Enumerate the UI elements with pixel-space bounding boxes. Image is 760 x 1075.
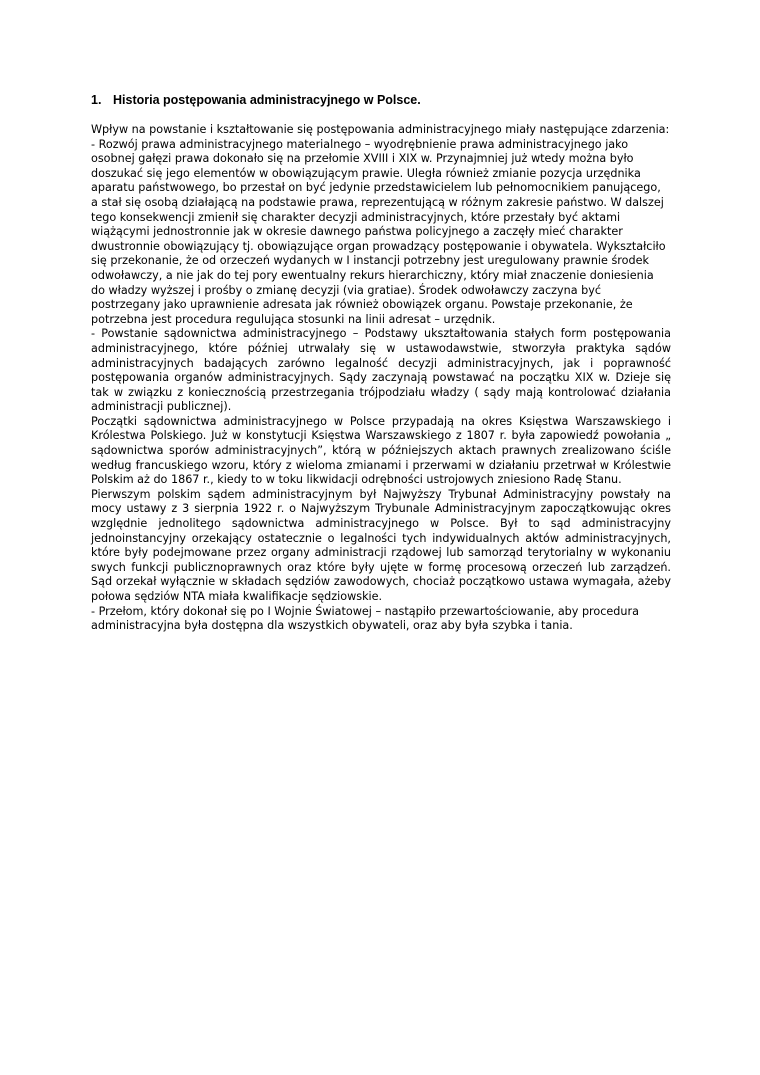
paragraph-court-origins: Początki sądownictwa administracyjnego w Polsce przypadają na okres Księstwa Warszawskiego i Królestwa Polskiego. Już w konstytucji Księstwa Warszawskiego z 1807 r. była zapowiedź powołania „ sądownictwa sporów administracyjnych”, którą w późniejszych aktach prawnych zrealizowano ściśle według francuskiego wzoru, który z wieloma zmianami i przerwami w działaniu przetrwał w Królestwie Polskim aż do 1867 r., kiedy to w toku likwidacji odrębności ustrojowych zniesiono Radę Stanu.: [91, 414, 671, 487]
section-heading: [91, 92, 671, 108]
section-number: 1.: [91, 93, 102, 107]
section-title: Historia postępowania administracyjnego w Polsce.: [113, 93, 421, 107]
paragraph-post-war: - Przełom, który dokonał się po I Wojnie Światowej – nastąpiło przewartościowanie, aby procedura administracyjna była dostępna dla wszystkich obywateli, oraz aby była szybka i tania.: [91, 604, 639, 633]
paragraph-nta: Pierwszym polskim sądem administracyjnym był Najwyższy Trybunał Administracyjny powstały na mocy ustawy z 3 sierpnia 1922 r. o Najwyższym Trybunale Administracyjnym zapoczątkowując okres względnie jednolitego sądownictwa administracyjnego w Polsce. Był to sąd administracyjny jednoinstancyjny orzekający ostatecznie o legalności tych indywidualnych aktów administracyjnych, które były podejmowane przez organy administracji rządowej lub samorząd terytorialny w wykonaniu swych funkcji publicznoprawnych oraz które były ujęte w formę procesową orzeczeń lub zarządzeń. Sąd orzekał wyłącznie w składach sędziów zawodowych, chociaż początkowo ustawa wymagała, ażeby połowa sędziów NTA miała kwalifikacje sędziowskie.: [91, 487, 671, 603]
paragraph-administrative-courts: - Powstanie sądownictwa administracyjnego – Podstawy ukształtowania stałych form postępowania administracyjnego, które później utrwalały się w ustawodawstwie, stworzyła praktyka sądów administracyjnych badających zarówno legalność decyzji administracyjnych, jak i poprawność postępowania organów administracyjnych. Sądy zaczynają powstawać na początku XIX w. Dzieje się tak w związku z koniecznością przestrzegania trójpodziału władzy ( sądy mają kontrolować działania administracji publicznej).: [91, 327, 671, 414]
document-page: [91, 92, 671, 634]
paragraph-intro: Wpływ na powstanie i kształtowanie się postępowania administracyjnego miały następujące zdarzenia:: [91, 123, 670, 136]
paragraph-material-law: - Rozwój prawa administracyjnego materialnego – wyodrębnienie prawa administracyjnego jako osobnej gałęzi prawa dokonało się na przełomie XVIII i XIX w. Przynajmniej już wtedy można było doszukać się jego elementów w obowiązującym prawie. Uległa również zmianie pozycja urzędnika aparatu państwowego, bo przestał on być jedynie przedstawicielem lub pełnomocnikiem panującego, a stał się osobą działającą na podstawie prawa, reprezentującą w różnym zakresie państwo. W dalszej tego konsekwencji zmienił się charakter decyzji administracyjnych, które przestały być aktami wiążącymi jednostronnie jak w okresie dawnego państwa policyjnego a zaczęły mieć charakter dwustronnie obowiązujący tj. obowiązujące organ prowadzący postępowanie i obywatela. Wykształciło się przekonanie, że od orzeczeń wydanych w I instancji potrzebny jest uregulowany prawnie środek odwoławczy, a nie jak do tej pory ewentualny rekurs hierarchiczny, który miał znaczenie doniesienia do władzy wyższej i prośby o zmianę decyzji (via gratiae). Środek odwoławczy zaczyna być postrzegany jako uprawnienie adresata jak również obowiązek organu. Powstaje przekonanie, że potrzebna jest procedura regulująca stosunki na linii adresat – urzędnik.: [91, 137, 666, 326]
